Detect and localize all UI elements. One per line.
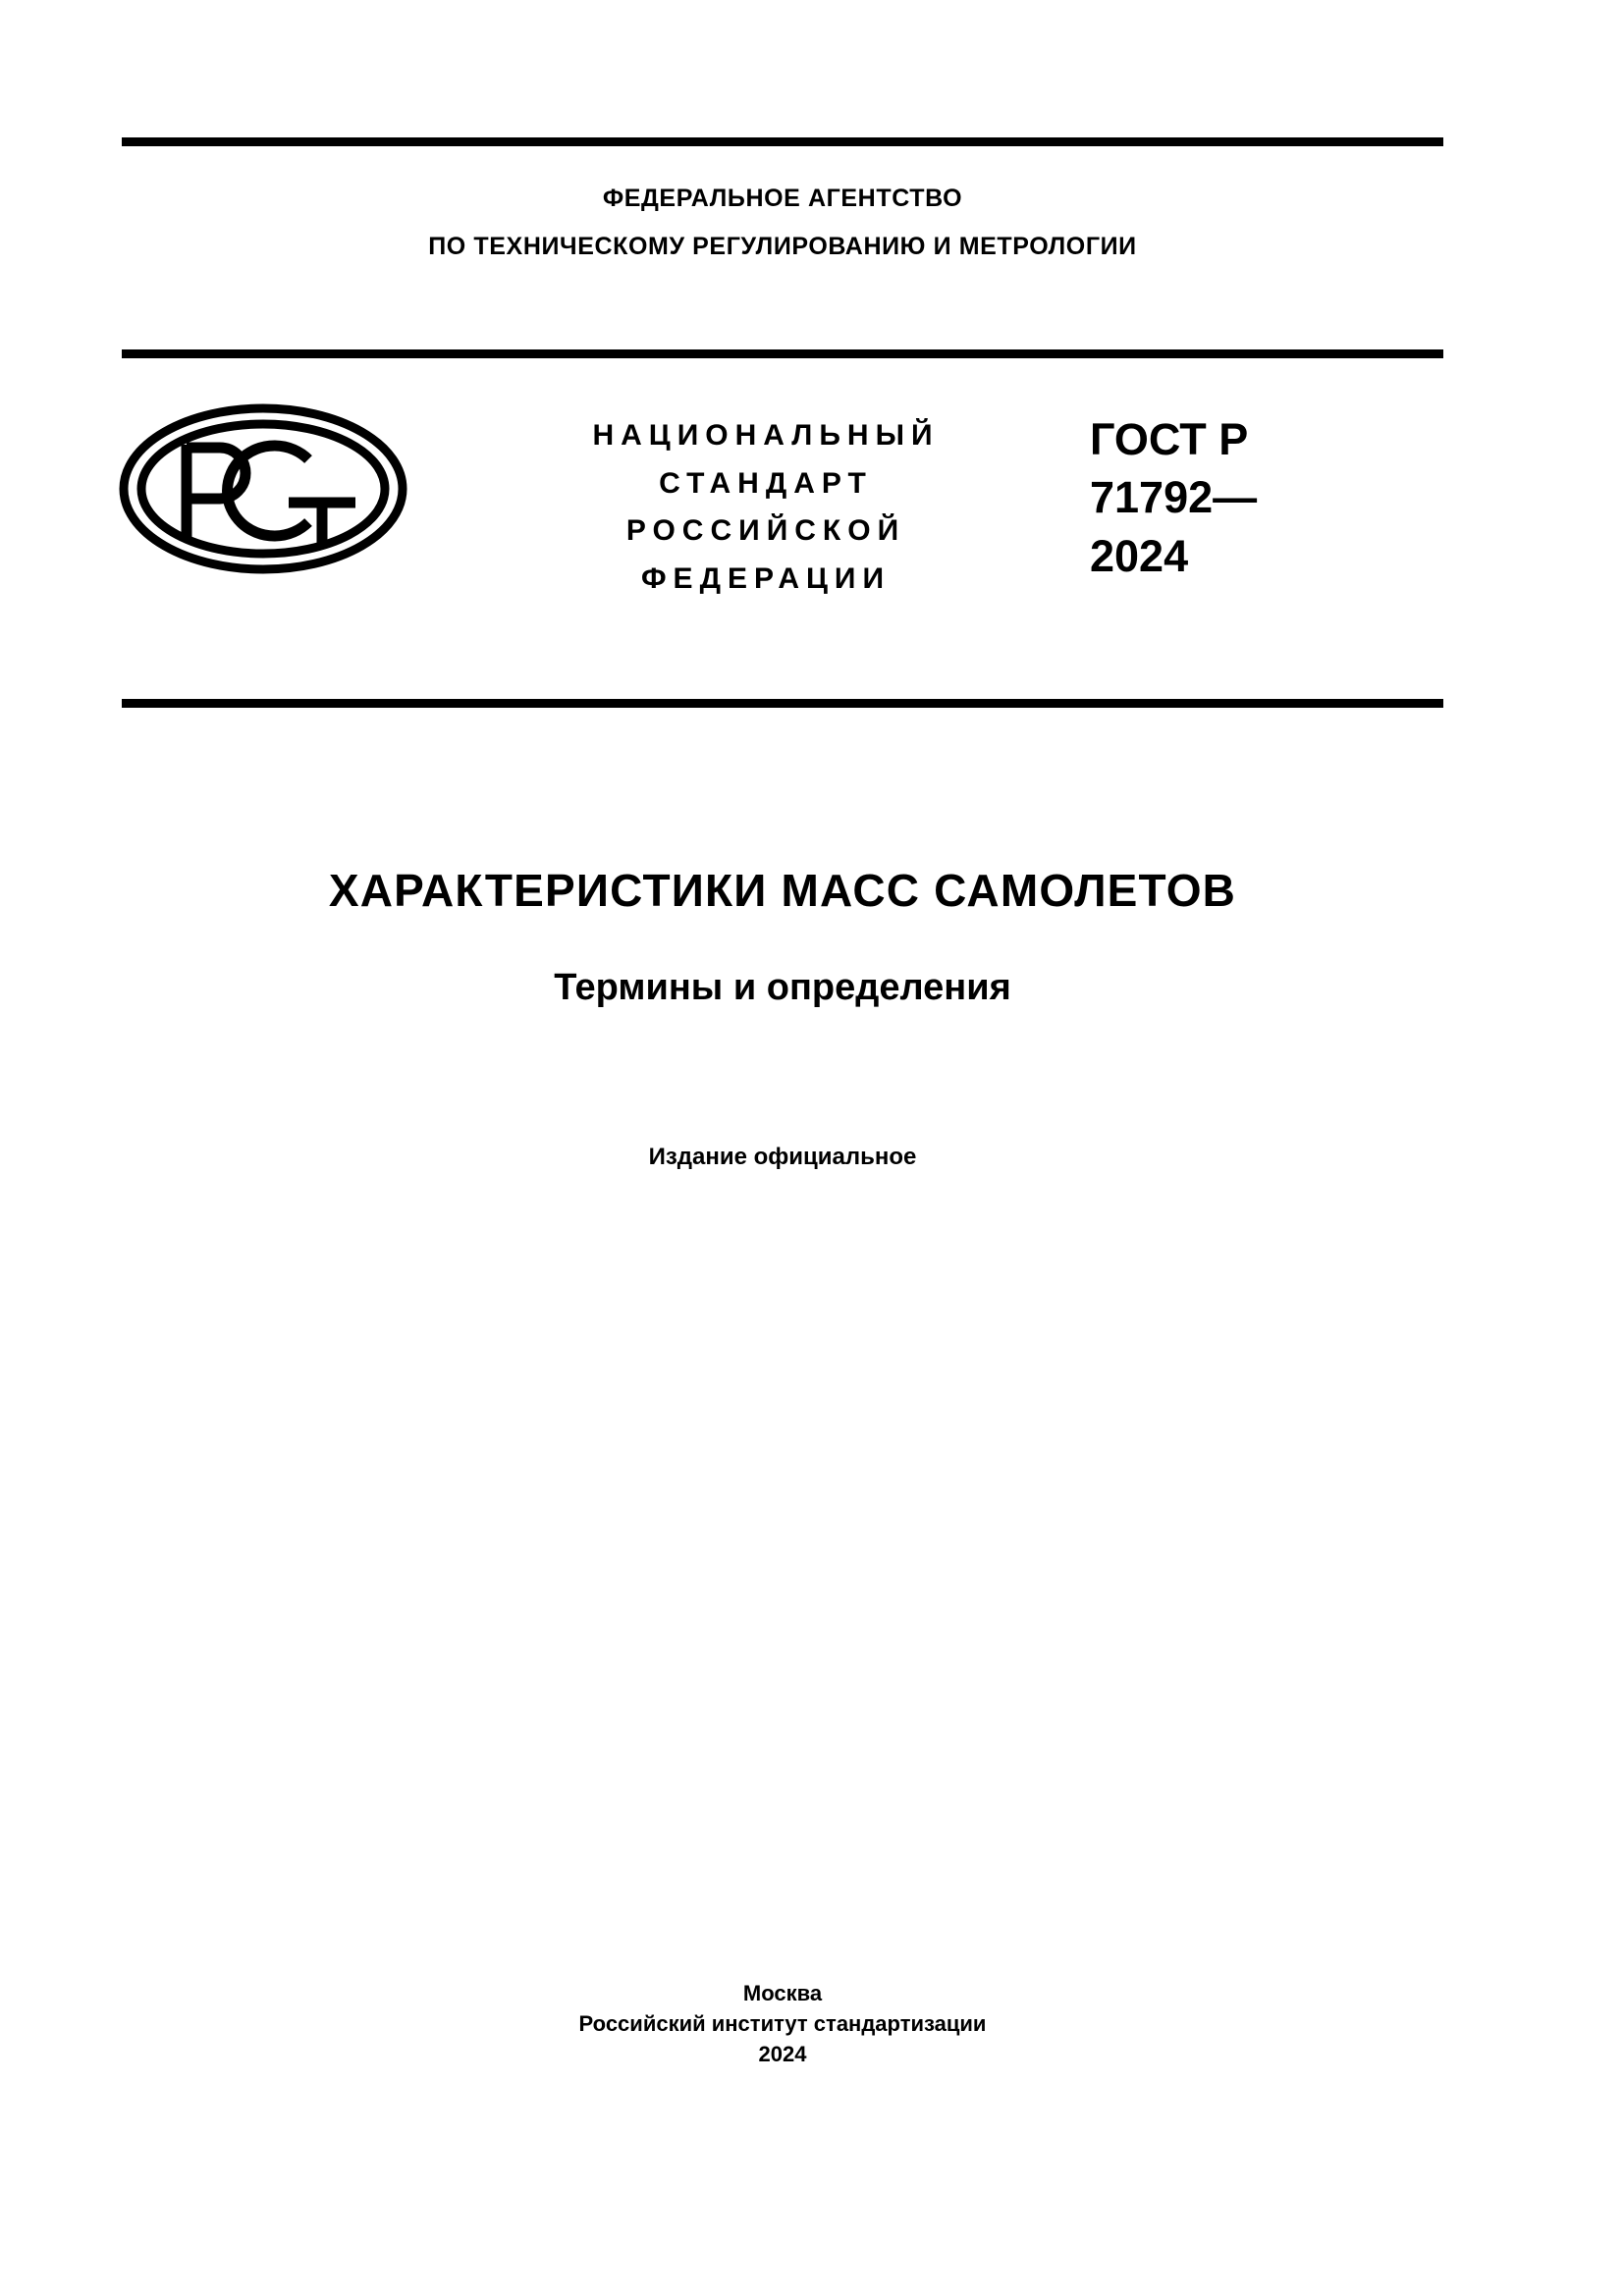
- divider-top: [122, 137, 1443, 146]
- standard-number-block: [1090, 410, 1443, 585]
- footer-block: [122, 1978, 1443, 2070]
- divider-middle: [122, 349, 1443, 358]
- footer-publisher: Российский институт стандартизации: [578, 2011, 987, 2037]
- rosstandart-emblem-icon: [116, 400, 410, 577]
- agency-block: [122, 187, 1443, 259]
- national-standard-line-1: НАЦИОНАЛЬНЫЙ: [592, 419, 940, 452]
- footer-year: 2024: [758, 2042, 807, 2067]
- agency-line-1: ФЕДЕРАЛЬНОЕ АГЕНТСТВО: [602, 185, 963, 212]
- national-standard-line-2: СТАНДАРТ: [659, 466, 873, 500]
- footer-city: Москва: [742, 1981, 823, 2005]
- standard-number-line-2: 71792—: [1090, 472, 1258, 523]
- edition-note: Издание официальное: [648, 1144, 917, 1170]
- standard-number-line-1: ГОСТ Р: [1090, 414, 1249, 464]
- national-standard-block: [461, 412, 1070, 603]
- page-title: ХАРАКТЕРИСТИКИ МАСС САМОЛЕТОВ: [328, 865, 1237, 916]
- standard-number-line-3: 2024: [1090, 530, 1189, 581]
- page-subtitle: Термины и определения: [554, 967, 1011, 1008]
- divider-bottom: [122, 699, 1443, 708]
- agency-line-2: ПО ТЕХНИЧЕСКОМУ РЕГУЛИРОВАНИЮ И МЕТРОЛОГИИ: [428, 233, 1137, 260]
- national-standard-line-4: ФЕДЕРАЦИИ: [640, 561, 892, 595]
- national-standard-line-3: РОССИЙСКОЙ: [625, 514, 906, 548]
